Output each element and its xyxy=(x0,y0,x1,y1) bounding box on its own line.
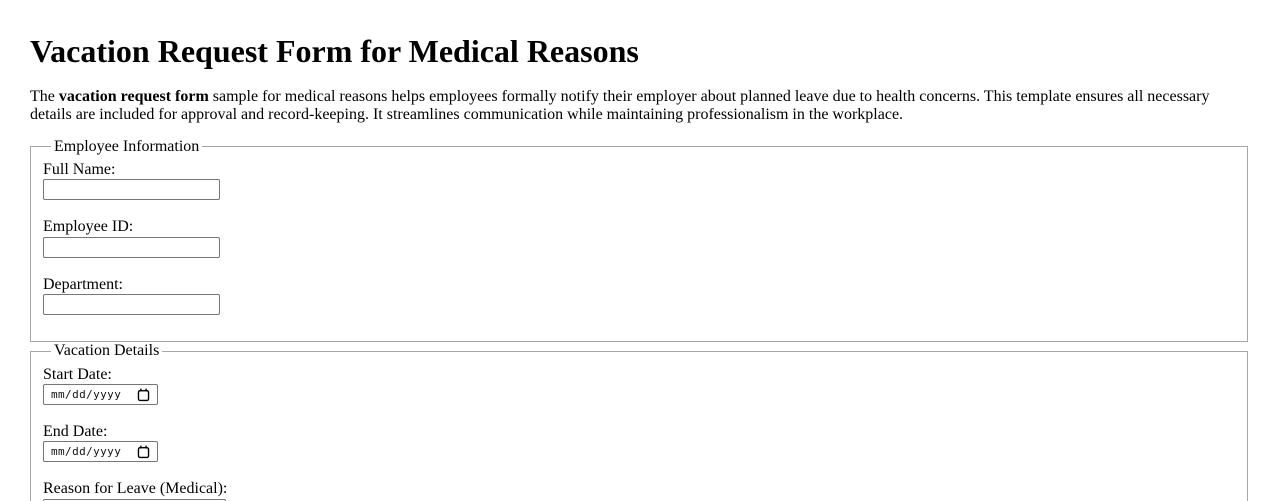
employee-id-label: Employee ID: xyxy=(43,218,134,236)
calendar-icon[interactable] xyxy=(137,388,150,402)
full-name-group xyxy=(43,161,1235,200)
full-name-label: Full Name: xyxy=(43,161,116,179)
reason-group xyxy=(43,480,1235,501)
start-date-input[interactable] xyxy=(43,384,158,405)
end-date-input[interactable] xyxy=(43,441,158,462)
vacation-details-legend: Vacation Details xyxy=(54,342,160,360)
employee-information-legend: Employee Information xyxy=(54,137,200,155)
employee-id-group xyxy=(43,218,1235,257)
vacation-details-fieldset xyxy=(30,342,1248,501)
employee-information-fieldset xyxy=(30,138,1248,343)
employee-id-input[interactable] xyxy=(43,237,220,258)
start-date-placeholder: mm/dd/yyyy xyxy=(51,388,122,402)
end-date-label: End Date: xyxy=(43,423,108,441)
reason-label: Reason for Leave (Medical): xyxy=(43,480,228,498)
intro-text-rest: sample for medical reasons helps employees formally notify their employer about planned leave due to health concerns. This template ensures all necessary details are included for approval and record-keeping. It streamlines communication while maintaining professionalism in the workplace. xyxy=(30,87,1210,124)
page-title: Vacation Request Form for Medical Reasons xyxy=(30,33,639,69)
department-group xyxy=(43,276,1235,315)
full-name-input[interactable] xyxy=(43,179,220,200)
vacation-request-form xyxy=(30,138,1248,501)
intro-paragraph xyxy=(30,88,1248,125)
intro-text-lead: The xyxy=(30,87,59,105)
end-date-group xyxy=(43,423,1235,462)
end-date-placeholder: mm/dd/yyyy xyxy=(51,445,122,459)
department-input[interactable] xyxy=(43,294,220,315)
intro-text-bold: vacation request form xyxy=(58,87,209,105)
calendar-icon[interactable] xyxy=(137,445,150,459)
department-label: Department: xyxy=(43,275,123,293)
start-date-label: Start Date: xyxy=(43,365,112,383)
start-date-group xyxy=(43,366,1235,405)
